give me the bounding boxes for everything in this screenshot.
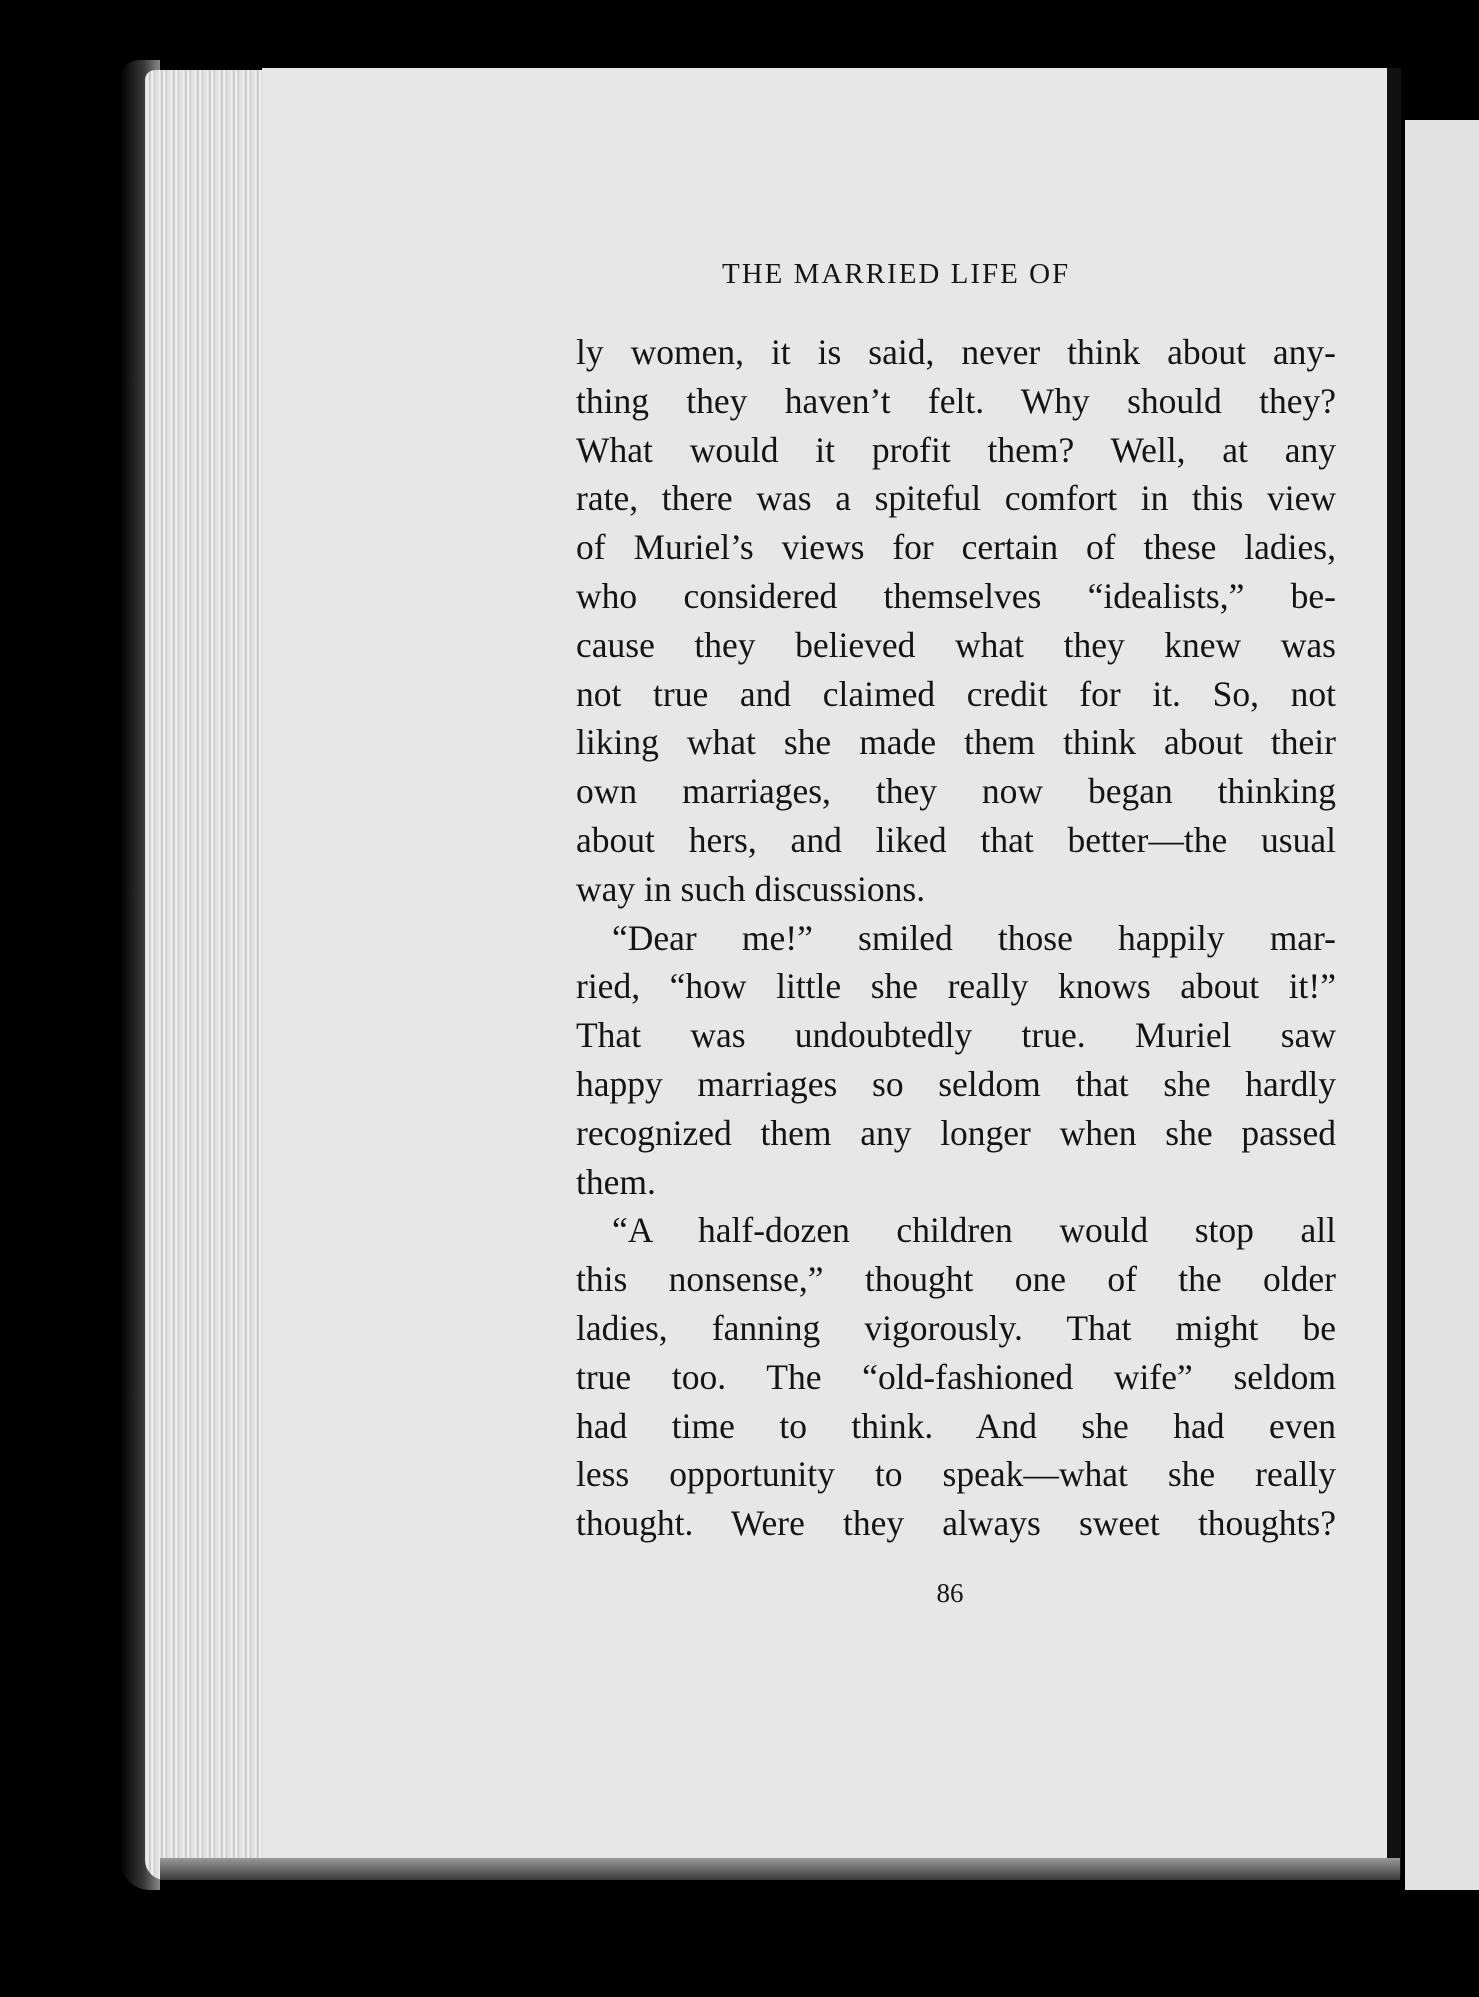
text-line: way in such discussions. (576, 868, 926, 909)
page-number: 86 (936, 1578, 964, 1608)
text-line: own marriages, they now began thinking (576, 771, 1336, 812)
facing-page-edge (1405, 120, 1479, 1890)
text-line: this nonsense,” thought one of the older (576, 1259, 1336, 1300)
page-block-edge (145, 70, 265, 1880)
text-line: happy marriages so seldom that she hardly (576, 1063, 1336, 1104)
text-line: thing they haven’t felt. Why should they? (576, 380, 1336, 421)
text-line: true too. The “old-fashioned wife” seldom (576, 1356, 1336, 1397)
text-line: them. (576, 1161, 656, 1202)
text-line: ly women, it is said, never think about any- (576, 332, 1336, 372)
text-line: cause they believed what they knew was (576, 624, 1336, 665)
text-line: had time to think. And she had even (576, 1405, 1336, 1446)
text-line: not true and claimed credit for it. So, not (576, 673, 1336, 714)
text-line: about hers, and liked that better—the usual (576, 819, 1336, 860)
text-line: of Muriel’s views for certain of these ladies, (576, 527, 1336, 568)
text-line: ried, “how little she really knows about it!” (576, 966, 1336, 1007)
running-head: THE MARRIED LIFE OF (722, 258, 1071, 290)
text-line: recognized them any longer when she passed (576, 1112, 1336, 1153)
text-line: thought. Were they always sweet thoughts? (576, 1503, 1336, 1544)
body-text (576, 328, 1336, 1548)
text-line: ladies, fanning vigorously. That might be (576, 1307, 1336, 1348)
text-line: That was undoubtedly true. Muriel saw (576, 1015, 1336, 1056)
page-bottom-shadow (160, 1858, 1400, 1880)
text-line: less opportunity to speak—what she really (576, 1454, 1336, 1495)
text-line: rate, there was a spiteful comfort in this view (576, 478, 1336, 519)
text-line: “Dear me!” smiled those happily mar- (612, 917, 1336, 958)
text-line: who considered themselves “idealists,” be- (576, 575, 1336, 616)
text-line: “A half-dozen children would stop all (612, 1210, 1336, 1251)
text-line: liking what she made them think about their (576, 722, 1336, 763)
text-line: What would it profit them? Well, at any (576, 429, 1336, 470)
